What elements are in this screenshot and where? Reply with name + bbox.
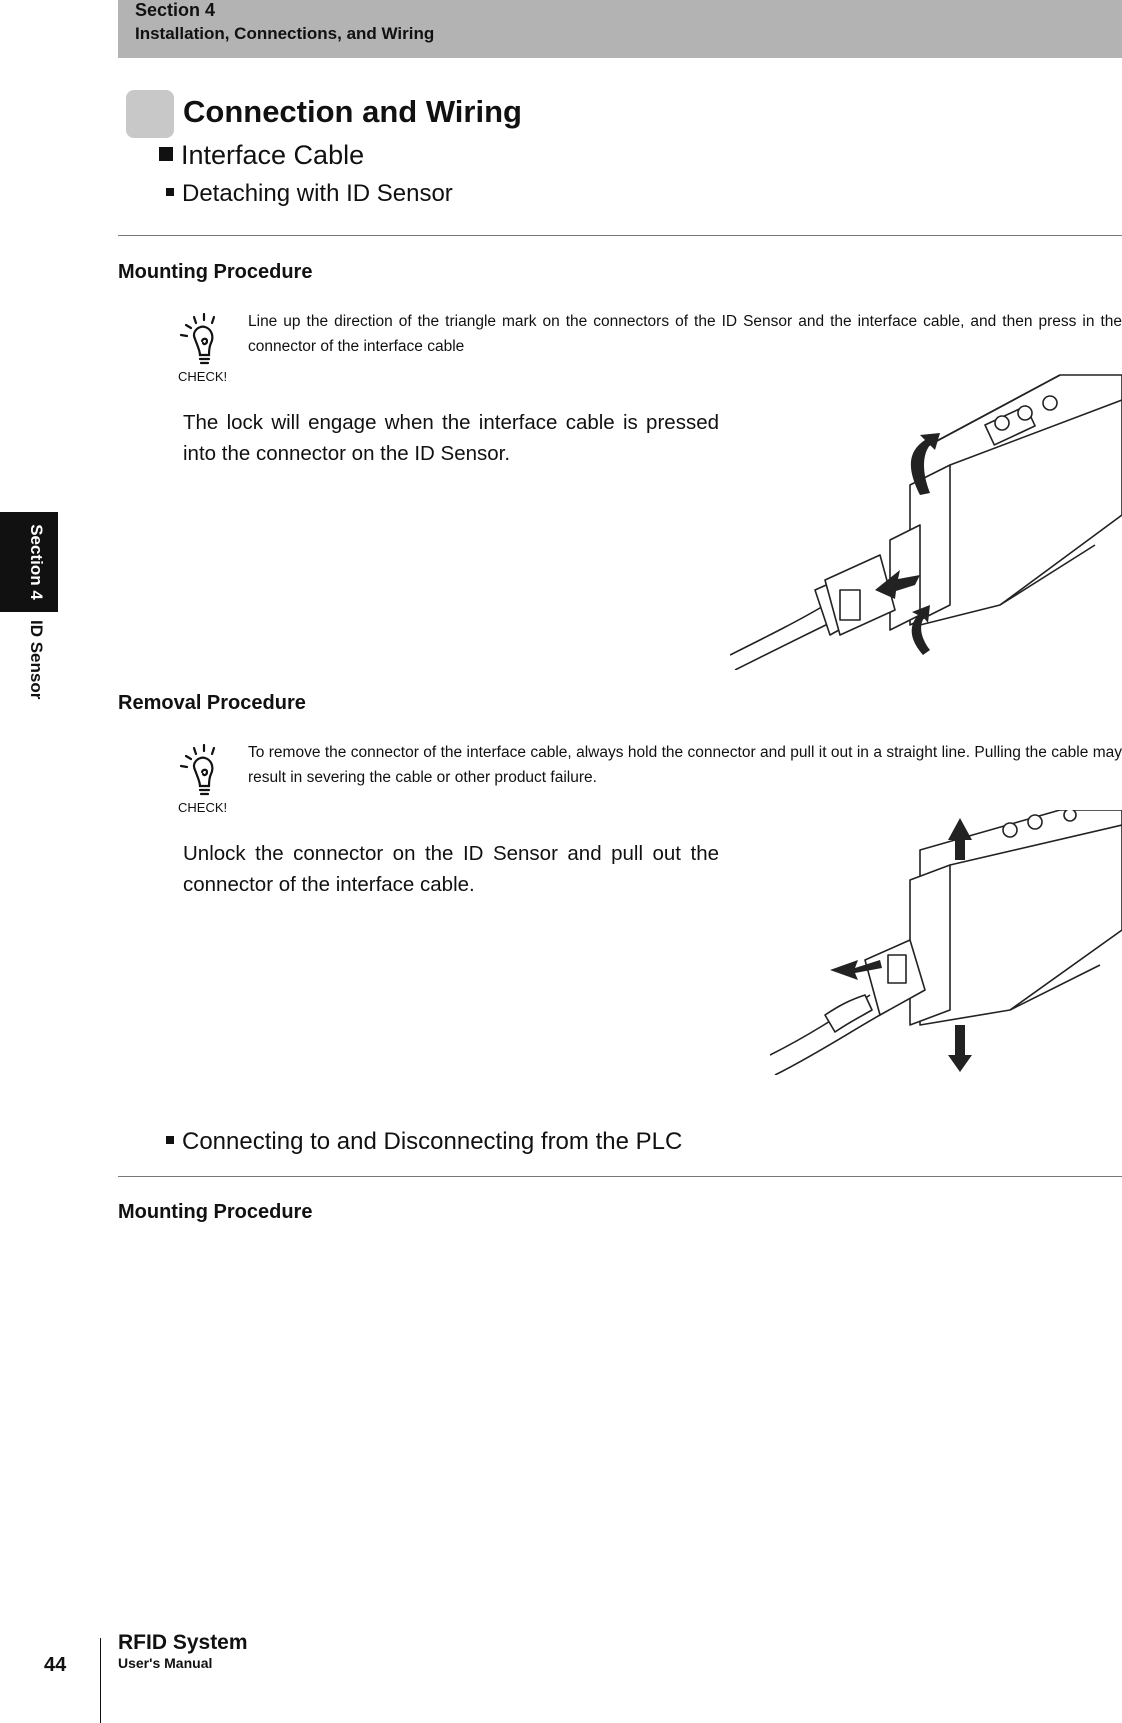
removal-body-text: Unlock the connector on the ID Sensor and pull out the connector of the interface cable. — [183, 842, 719, 896]
topic-heading-detach: Detaching with ID Sensor — [166, 180, 453, 208]
small-bullet-icon — [166, 188, 174, 196]
small-bullet-icon — [166, 1136, 174, 1144]
side-tab-topic: ID Sensor — [27, 620, 46, 700]
header-section-subtitle: Installation, Connections, and Wiring — [135, 24, 435, 43]
footer-title: RFID System — [118, 1631, 248, 1654]
removal-procedure-heading: Removal Procedure — [118, 692, 306, 714]
page-title: Connection and Wiring — [183, 94, 522, 129]
side-tab-text — [18, 512, 50, 712]
check-lightbulb-icon — [178, 742, 238, 814]
check-label: CHECK! — [178, 369, 228, 384]
mounting-illustration — [730, 365, 1122, 670]
mounting-body-text: The lock will engage when the interface cable is pressed into the connector on the ID Sensor. — [183, 411, 719, 465]
subsection-heading: Interface Cable — [159, 140, 364, 171]
section-header — [118, 0, 1122, 58]
section-divider — [118, 235, 1122, 236]
check-lightbulb-icon — [178, 311, 238, 383]
topic-heading-plc: Connecting to and Disconnecting from the PLC — [166, 1128, 682, 1156]
section-divider — [118, 1176, 1122, 1177]
square-bullet-icon — [159, 147, 173, 161]
title-marker — [126, 90, 174, 138]
header-section-label: Section 4 — [135, 0, 216, 20]
side-tab-section: Section 4 — [27, 524, 46, 600]
removal-check-note: To remove the connector of the interface cable, always hold the connector and pull it out in a straight line. Pulling the cable may result in severing the cable or other product failure. — [248, 744, 1122, 786]
removal-illustration — [770, 810, 1122, 1075]
mounting-check-note: Line up the direction of the triangle mark on the connectors of the ID Sensor and the interface cable, and then press in the connector of the interface cable — [248, 313, 1122, 355]
footer-subtitle: User's Manual — [118, 1655, 213, 1671]
mounting-procedure-heading: Mounting Procedure — [118, 261, 313, 283]
footer-divider — [100, 1638, 101, 1723]
check-label: CHECK! — [178, 800, 228, 815]
plc-mounting-procedure-heading: Mounting Procedure — [118, 1201, 313, 1223]
page-number: 44 — [44, 1654, 67, 1676]
